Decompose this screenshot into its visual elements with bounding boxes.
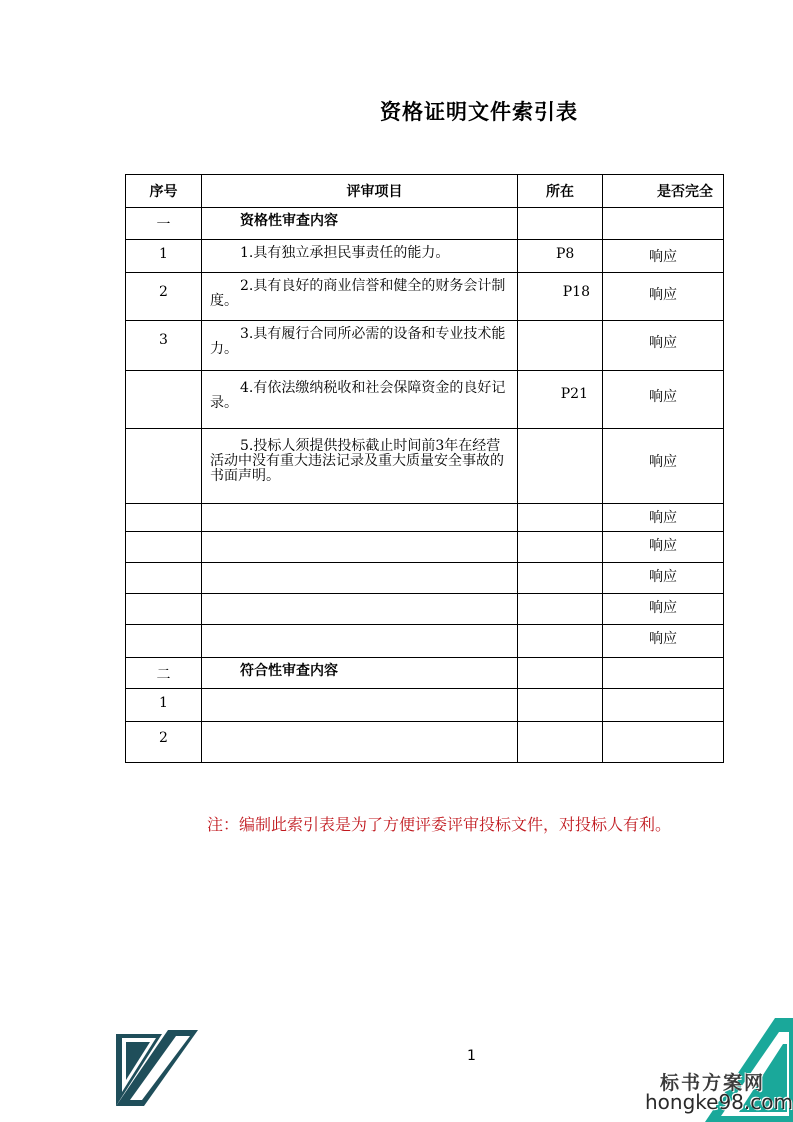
row-location (518, 532, 603, 563)
corner-decoration-left-icon (116, 1028, 200, 1108)
row-complete: 响应 (603, 273, 724, 321)
table-row (126, 504, 724, 532)
row-complete: 响应 (603, 594, 724, 625)
table-row (126, 722, 724, 763)
row-no (126, 563, 202, 594)
row-item-text: 2.具有良好的商业信誉和健全的财务会计制度。 (210, 278, 506, 309)
table-row (126, 689, 724, 722)
row-location: P8 (518, 240, 603, 273)
table-row (126, 321, 724, 371)
table-row (126, 532, 724, 563)
watermark-brand: 标书方案网 (660, 1072, 766, 1094)
row-location (518, 625, 603, 658)
row-no (126, 625, 202, 658)
row-location (518, 563, 603, 594)
table-row (126, 273, 724, 321)
row-complete: 响应 (603, 240, 724, 273)
header-complete: 是否完全 (603, 175, 724, 208)
row-item (202, 625, 518, 658)
row-complete (603, 658, 724, 689)
section-title: 符合性审查内容 (240, 663, 338, 679)
row-no (126, 371, 202, 429)
header-location: 所在 (518, 175, 603, 208)
row-no (126, 504, 202, 532)
page-number: 1 (467, 1048, 476, 1064)
table-row (126, 658, 724, 689)
row-no (126, 429, 202, 504)
qualification-index-table (125, 174, 724, 763)
row-complete: 响应 (603, 625, 724, 658)
row-complete: 响应 (603, 532, 724, 563)
row-location (518, 208, 603, 240)
section-title: 资格性审查内容 (240, 213, 338, 229)
row-complete: 响应 (603, 504, 724, 532)
row-item-text: 3.具有履行合同所必需的设备和专业技术能力。 (210, 326, 506, 357)
row-item (202, 722, 518, 763)
row-item (202, 273, 518, 321)
row-item (202, 563, 518, 594)
row-location: P18 (518, 273, 603, 321)
row-location (518, 504, 603, 532)
table-row (126, 563, 724, 594)
row-no: 2 (126, 273, 202, 321)
row-no: 1 (126, 240, 202, 273)
row-no: 3 (126, 321, 202, 371)
watermark-url: hongke98.com (645, 1090, 793, 1114)
row-item (202, 240, 518, 273)
table-row (126, 429, 724, 504)
table-row (126, 594, 724, 625)
row-complete: 响应 (603, 429, 724, 504)
row-no: 二 (126, 658, 202, 689)
row-location (518, 594, 603, 625)
header-no: 序号 (126, 175, 202, 208)
table-row (126, 625, 724, 658)
row-complete (603, 722, 724, 763)
document-title: 资格证明文件索引表 (380, 100, 578, 124)
row-location (518, 429, 603, 504)
row-no: 2 (126, 722, 202, 763)
header-item: 评审项目 (202, 175, 518, 208)
row-item-text: 1.具有独立承担民事责任的能力。 (240, 245, 450, 261)
row-complete (603, 689, 724, 722)
table-row (126, 371, 724, 429)
row-location (518, 722, 603, 763)
table-row (126, 208, 724, 240)
row-item (202, 658, 518, 689)
row-item (202, 504, 518, 532)
table-row (126, 240, 724, 273)
row-location (518, 689, 603, 722)
row-complete: 响应 (603, 563, 724, 594)
row-item (202, 532, 518, 563)
row-item (202, 208, 518, 240)
row-item (202, 321, 518, 371)
row-no (126, 532, 202, 563)
row-item-text: 4.有依法缴纳税收和社会保障资金的良好记录。 (210, 380, 506, 411)
row-no (126, 594, 202, 625)
row-item (202, 594, 518, 625)
row-location (518, 658, 603, 689)
row-complete: 响应 (603, 321, 724, 371)
footnote: 注：编制此索引表是为了方便评委评审投标文件，对投标人有利。 (207, 815, 672, 834)
row-item-text: 5.投标人须提供投标截止时间前3年在经营活动中没有重大违法记录及重大质量安全事故的书面声明。 (210, 438, 504, 484)
row-location (518, 321, 603, 371)
row-complete (603, 208, 724, 240)
row-item (202, 371, 518, 429)
row-no: 1 (126, 689, 202, 722)
row-no: 一 (126, 208, 202, 240)
row-complete: 响应 (603, 371, 724, 429)
table-header-row (126, 175, 724, 208)
row-item (202, 689, 518, 722)
row-location: P21 (518, 371, 603, 429)
row-item (202, 429, 518, 504)
